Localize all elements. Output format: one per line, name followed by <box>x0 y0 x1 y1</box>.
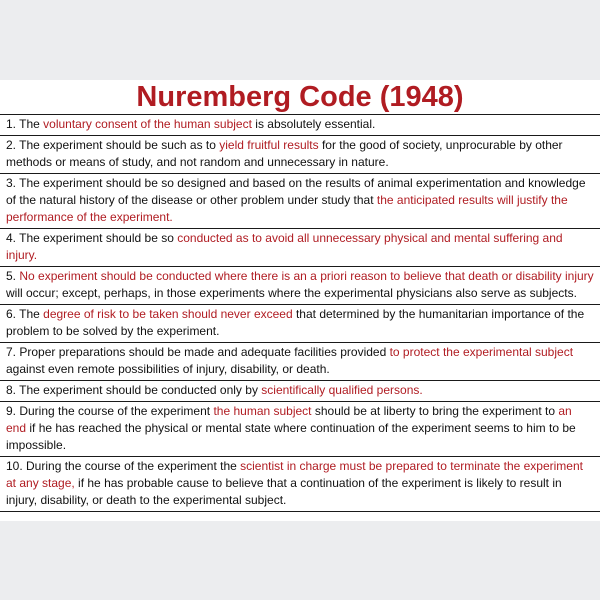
rule-text: 7. Proper preparations should be made and adequate facilities provided <box>6 345 390 359</box>
highlighted-text: to protect the experimental subject <box>389 345 574 359</box>
rule-text: for the good of society, unprocurable by other methods or means of study, and not random and unnecessary in nature. <box>6 138 563 169</box>
rule-6 <box>0 304 600 342</box>
rule-text: 3. The experiment should be so designed and based on the results of animal experimentation and knowledge of the natural history of the disease or other problem under study that <box>6 176 586 207</box>
rule-5 <box>0 266 600 304</box>
rule-text: should be at liberty to bring the experiment to <box>311 404 559 418</box>
rule-3 <box>0 173 600 228</box>
highlighted-text: conducted as to avoid all unnecessary physical and mental suffering and injury. <box>6 231 563 262</box>
rule-4 <box>0 228 600 266</box>
highlighted-text: an end <box>6 404 572 435</box>
rule-text: that determined by the humanitarian importance of the problem to be solved by the experiment. <box>6 307 585 338</box>
rule-text: 1. The <box>6 117 44 131</box>
rule-text: if he has reached the physical or mental state where continuation of the experiment seems to him to be impossible. <box>6 421 576 452</box>
rule-text: 6. The <box>6 307 44 321</box>
highlighted-text: degree of risk to be taken should never exceed <box>43 307 293 321</box>
rule-text: 9. During the course of the experiment <box>6 404 214 418</box>
rule-1 <box>0 114 600 135</box>
highlighted-text: voluntary consent of the human subject <box>43 117 252 131</box>
rule-7 <box>0 342 600 380</box>
page-title: Nuremberg Code (1948) <box>136 81 464 113</box>
rule-text: is absolutely essential. <box>251 117 376 131</box>
rule-text: against even remote possibilities of injury, disability, or death. <box>6 362 330 376</box>
rule-text: 4. The experiment should be so <box>6 231 178 245</box>
rule-10 <box>0 456 600 512</box>
highlighted-text: No experiment should be conducted where there is an a priori reason to believe that death or disability injury <box>19 269 594 283</box>
highlighted-text: yield fruitful results <box>219 138 319 152</box>
highlighted-text: the anticipated results will justify the performance of the experiment. <box>6 193 568 224</box>
rule-text: 10. During the course of the experiment the <box>6 459 241 473</box>
rule-text: 5. <box>6 269 20 283</box>
rule-text: if he has probable cause to believe that a continuation of the experiment is likely to result in injury, disability, or death to the experimental subject. <box>6 476 562 507</box>
slide <box>0 80 600 521</box>
rule-8 <box>0 380 600 401</box>
rule-2 <box>0 135 600 173</box>
highlighted-text: scientist in charge must be prepared to terminate the experiment at any stage, <box>6 459 583 490</box>
highlighted-text: scientifically qualified persons. <box>261 383 423 397</box>
rule-9 <box>0 401 600 456</box>
rules-list <box>0 114 600 512</box>
rule-text: 8. The experiment should be conducted only by <box>6 383 262 397</box>
highlighted-text: the human subject <box>213 404 312 418</box>
rule-text: will occur; except, perhaps, in those experiments where the experimental physicians also serve as subjects. <box>6 286 577 300</box>
rule-text: 2. The experiment should be such as to <box>6 138 220 152</box>
